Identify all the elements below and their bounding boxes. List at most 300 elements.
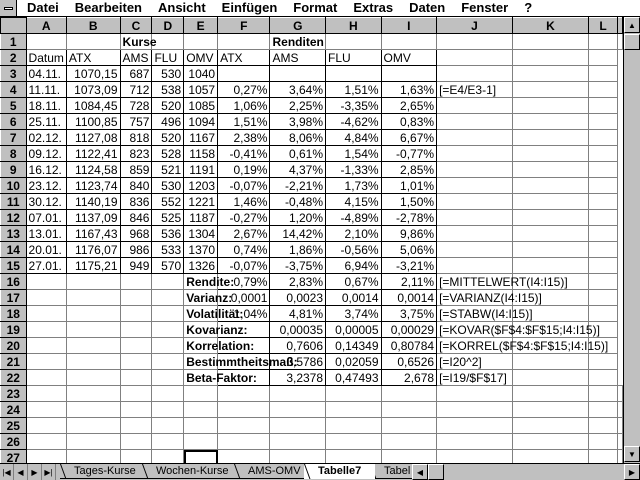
header-cell[interactable]: Datum [26,50,66,66]
menu-1[interactable]: Bearbeiten [74,0,142,15]
stat-label[interactable] [184,322,248,338]
row-header[interactable]: 1 [1,34,27,50]
cell-j[interactable] [437,194,513,210]
cell[interactable] [618,34,623,50]
scroll-up-icon[interactable]: ▲ [624,17,640,33]
menu-7[interactable]: Fenster [461,0,509,15]
stat-label[interactable] [184,290,233,306]
row-header[interactable]: 25 [1,418,27,434]
cell[interactable] [120,402,152,418]
stat-g[interactable]: 4,81% [270,306,326,322]
cell-l[interactable] [588,66,617,82]
cell-e[interactable]: 1085 [184,98,218,114]
cell-e[interactable]: 1040 [184,66,218,82]
cell[interactable] [512,34,588,50]
cell-d[interactable]: 538 [152,82,184,98]
cell-c[interactable]: 757 [120,114,152,130]
cell-d[interactable]: 521 [152,162,184,178]
cell-k[interactable] [512,130,588,146]
cell[interactable] [152,322,184,338]
row-header[interactable]: 18 [1,306,27,322]
scroll-down-icon[interactable]: ▼ [624,446,640,462]
cell-c[interactable]: 836 [120,194,152,210]
cell[interactable] [152,306,184,322]
cell[interactable] [152,450,184,464]
cell[interactable] [437,386,513,402]
column-header[interactable]: G [270,18,326,34]
cell-f[interactable]: 1,06% [218,98,270,114]
cell[interactable] [26,418,66,434]
row-header[interactable]: 13 [1,226,27,242]
cell[interactable] [26,306,66,322]
cell-l[interactable] [588,226,617,242]
row-header[interactable]: 12 [1,210,27,226]
cell[interactable] [588,434,617,450]
cell-k[interactable] [512,162,588,178]
cell[interactable] [618,434,623,450]
cell-f[interactable]: -0,07% [218,178,270,194]
cell-i[interactable]: 6,67% [381,130,437,146]
row-header[interactable]: 24 [1,402,27,418]
row-header[interactable]: 5 [1,98,27,114]
cell[interactable] [512,386,588,402]
column-header[interactable]: C [120,18,152,34]
cell-a[interactable]: 11.11. [26,82,66,98]
cell-j[interactable] [437,290,542,306]
cell-l[interactable] [588,98,617,114]
cell-h[interactable]: -3,35% [326,98,382,114]
cell-a[interactable]: 13.01. [26,226,66,242]
cell-d[interactable]: 536 [152,226,184,242]
cell[interactable] [326,418,382,434]
cell-a[interactable]: 04.11. [26,66,66,82]
cell-c[interactable]: 823 [120,146,152,162]
column-header[interactable]: I [381,18,437,34]
header-cell[interactable]: AMS [120,50,152,66]
cell-b[interactable]: 1100,85 [66,114,120,130]
column-header[interactable]: L [588,18,617,34]
cell[interactable] [326,434,382,450]
column-header[interactable]: K [512,18,588,34]
cell[interactable] [588,34,617,50]
cell[interactable] [66,386,120,402]
cell[interactable] [588,402,617,418]
cell-c[interactable]: 968 [120,226,152,242]
cell[interactable] [381,434,437,450]
stat-i[interactable]: 0,6526 [381,354,437,370]
stat-i[interactable]: 0,80784 [381,338,437,354]
stat-h[interactable]: 0,47493 [326,370,382,386]
cell-h[interactable]: -1,33% [326,162,382,178]
row-header[interactable]: 14 [1,242,27,258]
cell[interactable] [437,402,513,418]
cell-d[interactable]: 533 [152,242,184,258]
cell-j[interactable] [437,66,513,82]
cell-j[interactable] [437,98,513,114]
cell[interactable] [26,34,66,50]
cell-g[interactable]: 8,06% [270,130,326,146]
cell[interactable] [26,322,66,338]
cell-b[interactable]: 1122,41 [66,146,120,162]
cell-g[interactable]: 0,61% [270,146,326,162]
header-cell[interactable]: AMS [270,50,326,66]
cell[interactable] [512,450,588,464]
cell-l[interactable] [588,258,617,274]
cell[interactable] [66,338,120,354]
row-header[interactable]: 19 [1,322,27,338]
cell-j[interactable] [437,338,609,354]
row-header[interactable]: 9 [1,162,27,178]
cell[interactable] [152,418,184,434]
cell-g[interactable]: 3,64% [270,82,326,98]
column-header[interactable]: E [184,18,218,34]
cell-i[interactable]: 5,06% [381,242,437,258]
cell[interactable] [218,434,270,450]
cell-f[interactable]: 2,67% [218,226,270,242]
cell-g[interactable]: 3,98% [270,114,326,130]
vertical-scroll-thumb[interactable] [624,34,640,50]
cell-c[interactable]: 728 [120,98,152,114]
cell[interactable] [218,418,270,434]
sheet-tab-1[interactable]: Wochen-Kurse [142,464,243,479]
cell-e[interactable]: 1203 [184,178,218,194]
cell[interactable] [26,402,66,418]
column-header[interactable]: B [66,18,120,34]
cell[interactable] [66,354,120,370]
sheet-tab-3[interactable]: Tabelle7 [304,464,375,479]
cell-j[interactable] [437,146,513,162]
cell-g[interactable]: -3,75% [270,258,326,274]
row-header[interactable]: 6 [1,114,27,130]
cell-e[interactable]: 1191 [184,162,218,178]
cell-i[interactable]: 0,83% [381,114,437,130]
stat-f[interactable]: 0,0001 [218,290,270,306]
scroll-left-icon[interactable]: ◀ [412,464,428,480]
cell[interactable] [618,386,623,402]
cell[interactable] [618,418,623,434]
cell-l[interactable] [588,306,617,322]
stat-g[interactable]: 0,5786 [270,354,326,370]
cell[interactable] [66,402,120,418]
cell-a[interactable]: 27.01. [26,258,66,274]
column-header-partial[interactable] [618,18,623,34]
cell-b[interactable]: 1070,15 [66,66,120,82]
cell-h[interactable]: 4,15% [326,194,382,210]
cell[interactable] [512,434,588,450]
cell-g[interactable]: 14,42% [270,226,326,242]
header-cell[interactable] [588,50,617,66]
cell-e[interactable]: 1094 [184,114,218,130]
cell-k[interactable] [512,258,588,274]
cell-j[interactable] [437,178,513,194]
cell[interactable] [66,370,120,386]
cell[interactable] [120,418,152,434]
first-sheet-icon[interactable]: |◀ [0,464,14,480]
cell-i[interactable]: -0,77% [381,146,437,162]
cell-l[interactable] [588,370,617,386]
cell-j[interactable] [437,242,513,258]
cell[interactable] [26,370,66,386]
cell-b[interactable]: 1176,07 [66,242,120,258]
cell[interactable] [437,434,513,450]
stat-h[interactable]: 3,74% [326,306,382,322]
cell-g[interactable]: 4,37% [270,162,326,178]
row-header[interactable]: 3 [1,66,27,82]
cell-l[interactable] [588,290,617,306]
cell-j[interactable] [437,114,513,130]
menu-2[interactable]: Ansicht [158,0,206,15]
cell-d[interactable]: 552 [152,194,184,210]
cell[interactable] [184,434,218,450]
cell-k[interactable] [512,98,588,114]
cell-g[interactable] [270,66,326,82]
cell-f[interactable]: -0,41% [218,146,270,162]
cell[interactable] [26,274,66,290]
column-header[interactable]: A [26,18,66,34]
header-cell[interactable]: FLU [326,50,382,66]
header-cell[interactable]: ATX [218,50,270,66]
cell[interactable] [152,290,184,306]
cell-f[interactable] [218,66,270,82]
cell[interactable] [26,450,66,464]
cell-a[interactable]: 09.12. [26,146,66,162]
stat-h[interactable]: 0,0014 [326,290,382,306]
cell-h[interactable]: 6,94% [326,258,382,274]
cell-j[interactable] [437,130,513,146]
row-header[interactable]: 27 [1,450,27,464]
header-cell[interactable]: FLU [152,50,184,66]
cell-a[interactable]: 07.01. [26,210,66,226]
cell-e[interactable]: 1370 [184,242,218,258]
cell-k[interactable] [512,178,588,194]
sheet-tab-2[interactable]: AMS-OMV [234,464,315,479]
cell[interactable] [381,34,437,50]
stat-g[interactable]: 0,0023 [270,290,326,306]
cell-b[interactable]: 1167,43 [66,226,120,242]
cell[interactable] [66,34,120,50]
cell-h[interactable]: 4,84% [326,130,382,146]
cell-f[interactable]: 0,27% [218,82,270,98]
row-header[interactable]: 4 [1,82,27,98]
cell-f[interactable]: 0,19% [218,162,270,178]
cell-l[interactable] [588,354,617,370]
cell-g[interactable]: 1,86% [270,242,326,258]
cell-j[interactable] [437,370,513,386]
cell-b[interactable]: 1123,74 [66,178,120,194]
row-header[interactable]: 20 [1,338,27,354]
cell-h[interactable]: -0,56% [326,242,382,258]
cell-a[interactable]: 02.12. [26,130,66,146]
cell[interactable] [26,386,66,402]
cell-i[interactable]: 2,85% [381,162,437,178]
cell-b[interactable]: 1124,58 [66,162,120,178]
row-header[interactable]: 16 [1,274,27,290]
cell[interactable] [120,354,152,370]
cell-d[interactable]: 496 [152,114,184,130]
cell[interactable] [326,386,382,402]
cell-a[interactable]: 25.11. [26,114,66,130]
row-header[interactable]: 23 [1,386,27,402]
cell[interactable] [588,386,617,402]
cell-d[interactable]: 530 [152,66,184,82]
cell-h[interactable]: 2,10% [326,226,382,242]
cell-c[interactable]: 712 [120,82,152,98]
cell[interactable] [512,418,588,434]
cell-h[interactable]: 1,73% [326,178,382,194]
cell-f[interactable]: 1,46% [218,194,270,210]
cell-k[interactable] [512,226,588,242]
stat-h[interactable]: 0,14349 [326,338,382,354]
cell[interactable] [152,354,184,370]
cell[interactable] [66,306,120,322]
header-cell[interactable]: ATX [66,50,120,66]
cell[interactable] [381,386,437,402]
cell[interactable] [381,418,437,434]
cell-i[interactable]: 1,63% [381,82,437,98]
cell[interactable] [120,306,152,322]
cell-d[interactable]: 520 [152,130,184,146]
horizontal-scroll-thumb[interactable] [428,464,444,480]
cell-g[interactable]: -2,21% [270,178,326,194]
cell-c[interactable]: 859 [120,162,152,178]
cell-b[interactable]: 1127,08 [66,130,120,146]
cell-g[interactable]: 1,20% [270,210,326,226]
cell-i[interactable]: -2,78% [381,210,437,226]
cell[interactable] [270,418,326,434]
cell-i[interactable]: 1,50% [381,194,437,210]
cell-j[interactable] [437,82,513,98]
cell-h[interactable] [326,66,382,82]
cell-d[interactable]: 528 [152,146,184,162]
menu-5[interactable]: Extras [353,0,394,15]
cell[interactable] [152,402,184,418]
cell-g[interactable]: 2,25% [270,98,326,114]
stat-h[interactable]: 0,02059 [326,354,382,370]
cell-a[interactable]: 20.01. [26,242,66,258]
cell[interactable] [618,450,623,464]
cell-k[interactable] [512,370,588,386]
cell-b[interactable]: 1073,09 [66,82,120,98]
cell-d[interactable]: 525 [152,210,184,226]
cell[interactable] [152,434,184,450]
cell-c[interactable]: 840 [120,178,152,194]
stat-label[interactable] [184,354,298,370]
cell[interactable] [120,386,152,402]
sheet-tab-0[interactable]: Tages-Kurse [60,464,150,479]
cell-j[interactable] [437,306,533,322]
last-sheet-icon[interactable]: ▶| [42,464,56,480]
system-menu-icon[interactable] [0,0,17,16]
row-header[interactable]: 26 [1,434,27,450]
cell-e[interactable]: 1057 [184,82,218,98]
cell-l[interactable] [588,274,617,290]
cell[interactable] [218,34,270,50]
row-header[interactable]: 8 [1,146,27,162]
cell-k[interactable] [512,66,588,82]
cell-g[interactable]: -0,48% [270,194,326,210]
cell-k[interactable] [512,242,588,258]
cell[interactable] [381,402,437,418]
cell-c[interactable]: 986 [120,242,152,258]
cell-k[interactable] [512,354,588,370]
cell[interactable] [66,434,120,450]
column-header[interactable]: D [152,18,184,34]
cell-c[interactable]: 687 [120,66,152,82]
cell[interactable] [152,338,184,354]
cell[interactable] [152,370,184,386]
cell-k[interactable] [512,82,588,98]
cell[interactable] [326,34,382,50]
cell-b[interactable]: 1084,45 [66,98,120,114]
stat-label[interactable] [184,274,235,290]
cell[interactable] [120,434,152,450]
cell-j[interactable] [437,322,600,338]
cell-e[interactable]: 1326 [184,258,218,274]
row-header[interactable]: 21 [1,354,27,370]
cell[interactable] [512,402,588,418]
stat-i[interactable]: 0,00029 [381,322,437,338]
cell-e[interactable]: 1221 [184,194,218,210]
cell-l[interactable] [588,146,617,162]
cell[interactable] [152,386,184,402]
cell-e[interactable]: 1187 [184,210,218,226]
cell-k[interactable] [512,194,588,210]
cell[interactable] [326,450,382,464]
cell[interactable] [618,402,623,418]
menu-0[interactable]: Datei [27,0,59,15]
header-cell[interactable] [512,50,588,66]
cell-j[interactable] [437,210,513,226]
cell-f[interactable]: 0,74% [218,242,270,258]
cell[interactable] [120,338,152,354]
horizontal-scrollbar[interactable] [412,464,640,480]
stat-label[interactable] [184,370,257,386]
row-header[interactable]: 7 [1,130,27,146]
cell-d[interactable]: 530 [152,178,184,194]
cell[interactable] [184,34,218,50]
cell[interactable] [26,290,66,306]
cell-f[interactable]: -0,07% [218,258,270,274]
cell[interactable] [66,450,120,464]
cell-j[interactable] [437,354,513,370]
cell-i[interactable] [381,66,437,82]
cell-j[interactable] [437,162,513,178]
cell-a[interactable]: 23.12. [26,178,66,194]
active-cell[interactable] [184,450,218,464]
cell[interactable] [437,34,513,50]
select-all-corner[interactable] [1,18,27,34]
cell-b[interactable]: 1140,19 [66,194,120,210]
row-header[interactable]: 10 [1,178,27,194]
cell-l[interactable] [588,194,617,210]
cell-e[interactable]: 1167 [184,130,218,146]
cell[interactable] [437,450,513,464]
stat-label[interactable] [184,338,255,354]
menu-3[interactable]: Einfügen [221,0,278,15]
stat-g[interactable]: 3,2378 [270,370,326,386]
header-cell[interactable] [437,50,513,66]
cell[interactable] [270,34,326,50]
menu-6[interactable]: Daten [409,0,446,15]
cell[interactable] [326,402,382,418]
sheet-tab-4[interactable]: Tabel [370,464,420,479]
cell[interactable] [152,274,184,290]
stat-f[interactable]: 1,04% [218,306,270,322]
cell[interactable] [218,450,270,464]
stat-g[interactable]: 0,7606 [270,338,326,354]
stat-i[interactable]: 0,0014 [381,290,437,306]
cell[interactable] [120,274,152,290]
